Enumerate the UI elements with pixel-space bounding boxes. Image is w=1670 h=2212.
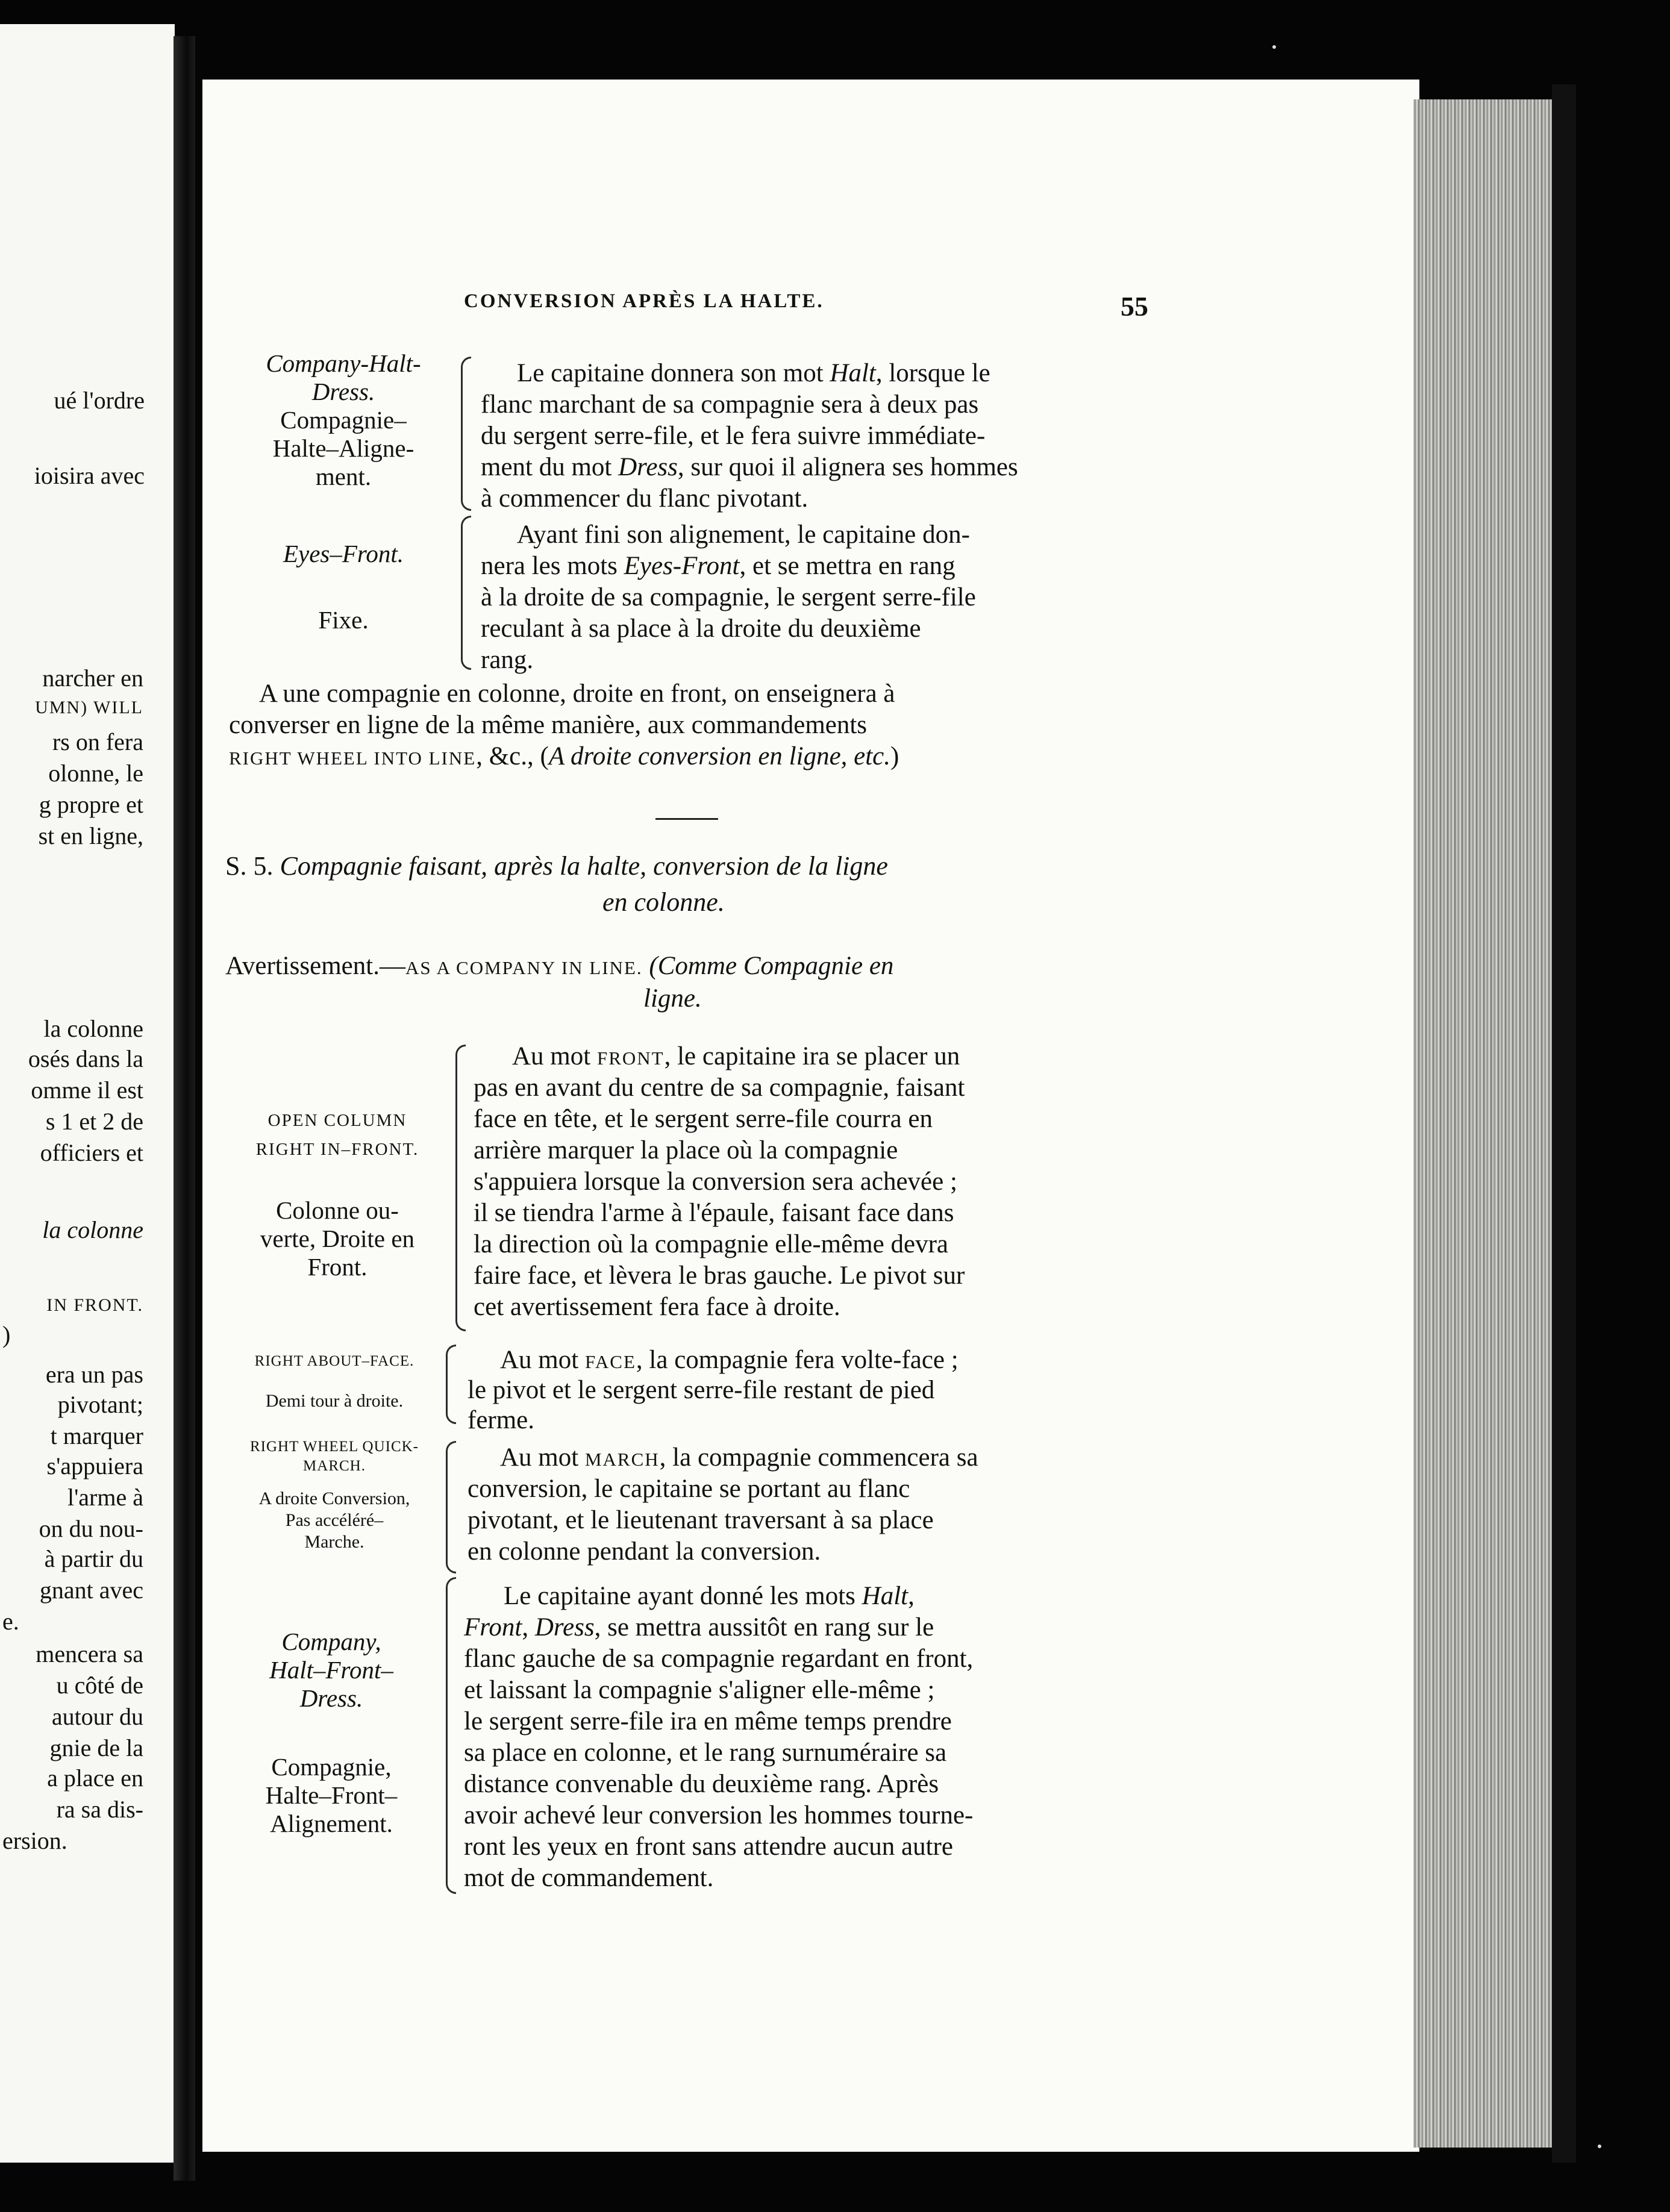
text-line: cet avertissement fera face à droite. bbox=[474, 1293, 840, 1321]
margin-line: Pas accéléré– bbox=[285, 1510, 384, 1530]
text-line: faire face, et lèvera le bras gauche. Le pivot sur bbox=[474, 1261, 965, 1290]
brace bbox=[446, 1345, 456, 1424]
avertissement-line: Avertissement.—AS A COMPANY IN LINE. (Comme Compagnie en bbox=[225, 952, 894, 980]
text-line: en colonne pendant la conversion. bbox=[468, 1537, 821, 1566]
brace bbox=[446, 1441, 456, 1573]
margin-line: Dress. bbox=[299, 1684, 363, 1712]
margin-line: Colonne ou- bbox=[276, 1196, 399, 1224]
dust-speck bbox=[1598, 2145, 1601, 2148]
margin-line: Compagnie, bbox=[271, 1753, 392, 1781]
left-page-fragment: ra sa dis- bbox=[56, 1796, 143, 1823]
book-gutter bbox=[174, 36, 195, 2181]
brace bbox=[461, 516, 471, 670]
margin-line: Compagnie– bbox=[280, 406, 407, 434]
text-line: Le capitaine ayant donné les mots Halt, bbox=[504, 1582, 915, 1610]
text-line: Au mot FRONT, le capitaine ira se placer un bbox=[512, 1042, 960, 1070]
text-line: le sergent serre-file ira en même temps prendre bbox=[464, 1707, 952, 1736]
margin-line: Halte–Aligne- bbox=[272, 434, 414, 462]
margin-line: OPEN COLUMN bbox=[267, 1111, 407, 1130]
text-line: Front, Dress, se mettra aussitôt en rang sur le bbox=[464, 1613, 934, 1642]
brace bbox=[446, 1577, 456, 1894]
left-page-fragment: on du nou- bbox=[39, 1515, 143, 1542]
text-line: converser en ligne de la même manière, aux commandements bbox=[229, 711, 868, 739]
margin-command-fr bbox=[217, 1488, 452, 1553]
margin-command-en: RIGHT ABOUT–FACE. bbox=[254, 1353, 414, 1369]
left-page-fragment: st en ligne, bbox=[38, 822, 143, 849]
text-line: arrière marquer la place où la compagnie bbox=[474, 1136, 898, 1164]
left-page-fragment: ué l'ordre bbox=[54, 387, 145, 414]
margin-line: Alignement. bbox=[270, 1810, 393, 1837]
text-line: avoir achevé leur conversion les hommes tourne- bbox=[464, 1801, 974, 1829]
left-page-fragment: a place en bbox=[47, 1764, 143, 1792]
margin-command-en bbox=[229, 349, 458, 406]
text-line: face en tête, et le sergent serre-file courra en bbox=[474, 1105, 933, 1133]
section-heading: S. 5. Compagnie faisant, après la halte, conversion de la ligne bbox=[225, 851, 888, 881]
text-line: flanc gauche de sa compagnie regardant en front, bbox=[464, 1645, 974, 1673]
text-line: Ayant fini son alignement, le capitaine don- bbox=[517, 520, 970, 549]
avertissement-cont: ligne. bbox=[643, 984, 702, 1013]
running-title: CONVERSION APRÈS LA HALTE. bbox=[464, 290, 824, 312]
margin-line: MARCH. bbox=[303, 1458, 366, 1474]
left-page-fragment: s'appuiera bbox=[46, 1452, 143, 1479]
text-line: et laissant la compagnie s'aligner elle-même ; bbox=[464, 1676, 935, 1704]
margin-command-en bbox=[223, 1106, 452, 1164]
text-line: il se tiendra l'arme à l'épaule, faisant face dans bbox=[474, 1199, 954, 1227]
left-page-fragment: era un pas bbox=[45, 1361, 143, 1388]
text-line: distance convenable du deuxième rang. Après bbox=[464, 1770, 939, 1798]
text-line: mot de commandement. bbox=[464, 1864, 714, 1892]
brace bbox=[455, 1045, 466, 1331]
text-line: Au mot MARCH, la compagnie commencera sa bbox=[500, 1443, 978, 1472]
brace bbox=[461, 357, 471, 511]
text-line: conversion, le capitaine se portant au flanc bbox=[468, 1475, 910, 1503]
left-page-fragment: t marquer bbox=[50, 1422, 143, 1449]
margin-line: ment. bbox=[315, 463, 372, 490]
left-page-fragment: rs on fera bbox=[52, 728, 143, 755]
margin-command-fr: Demi tour à droite. bbox=[265, 1391, 404, 1411]
margin-line: Dress. bbox=[311, 378, 375, 405]
left-page-fragment: osés dans la bbox=[28, 1045, 143, 1072]
page-edges bbox=[1413, 99, 1552, 2148]
left-page-fragment: ioisira avec bbox=[34, 462, 145, 489]
margin-command-fr bbox=[223, 1196, 452, 1281]
text-line: rang. bbox=[481, 646, 534, 674]
text-line: du sergent serre-file, et le fera suivre immédiate- bbox=[481, 422, 986, 450]
left-page-fragment: ersion. bbox=[2, 1827, 67, 1854]
text-line: le pivot et le sergent serre-file restant de pied bbox=[468, 1376, 935, 1404]
margin-command-en bbox=[217, 1437, 452, 1476]
left-page-fragment: autour du bbox=[51, 1703, 143, 1730]
margin-line: Halt–Front– bbox=[269, 1656, 393, 1684]
text-line: pas en avant du centre de sa compagnie, faisant bbox=[474, 1073, 965, 1102]
margin-command-en bbox=[217, 1628, 446, 1713]
left-page-fragment: e. bbox=[2, 1608, 19, 1635]
text-line: à commencer du flanc pivotant. bbox=[481, 484, 808, 513]
text-line: Le capitaine donnera son mot Halt, lorsque le bbox=[517, 359, 990, 387]
left-page-fragment: UMN) WILL bbox=[35, 698, 143, 717]
text-line: ront les yeux en front sans attendre aucun autre bbox=[464, 1832, 953, 1861]
margin-line: verte, Droite en bbox=[260, 1225, 415, 1252]
left-page-fragment: IN FRONT. bbox=[46, 1295, 143, 1315]
left-page-fragment: ) bbox=[2, 1321, 11, 1348]
left-page-fragment: u côté de bbox=[56, 1672, 143, 1699]
left-page-fragment: gnant avec bbox=[39, 1576, 143, 1604]
text-line: flanc marchant de sa compagnie sera à deux pas bbox=[481, 390, 979, 419]
text-line: s'appuiera lorsque la conversion sera achevée ; bbox=[474, 1167, 957, 1196]
text-line: à la droite de sa compagnie, le sergent serre-file bbox=[481, 583, 976, 611]
margin-line: Company-Halt- bbox=[266, 349, 421, 377]
text-line: sa place en colonne, et le rang surnuméraire sa bbox=[464, 1739, 947, 1767]
section-rule bbox=[655, 818, 718, 820]
left-page-fragment: olonne, le bbox=[48, 760, 143, 787]
left-page-fragment: la colonne bbox=[42, 1216, 143, 1243]
text-line: Au mot FACE, la compagnie fera volte-face ; bbox=[500, 1346, 959, 1374]
text-line: pivotant, et le lieutenant traversant à sa place bbox=[468, 1506, 934, 1534]
left-page-fragment: mencera sa bbox=[36, 1640, 143, 1667]
margin-command-en: Eyes–Front. bbox=[283, 540, 404, 567]
left-page-fragment: officiers et bbox=[40, 1139, 143, 1166]
left-page-fragment: g propre et bbox=[39, 791, 143, 818]
text-line: RIGHT WHEEL INTO LINE, &c., (A droite conversion en ligne, etc.) bbox=[229, 742, 899, 770]
left-page-fragment: à partir du bbox=[44, 1545, 143, 1572]
margin-line: RIGHT WHEEL QUICK- bbox=[250, 1439, 419, 1455]
margin-command-fr bbox=[217, 1753, 446, 1838]
book-cover-edge bbox=[1552, 84, 1576, 2163]
margin-line: Marche. bbox=[304, 1532, 364, 1552]
text-line: nera les mots Eyes-Front, et se mettra en rang bbox=[481, 552, 955, 580]
left-page-fragment: pivotant; bbox=[57, 1391, 143, 1418]
text-line: ferme. bbox=[468, 1406, 535, 1434]
left-page-fragment: narcher en bbox=[42, 664, 143, 692]
margin-line: Halte–Front– bbox=[265, 1781, 398, 1809]
margin-line: Company, bbox=[281, 1628, 381, 1655]
left-page-fragment: l'arme à bbox=[67, 1484, 143, 1511]
margin-line: RIGHT IN–FRONT. bbox=[255, 1140, 419, 1159]
section-heading-cont: en colonne. bbox=[602, 887, 725, 917]
left-page-fragment: s 1 et 2 de bbox=[45, 1108, 143, 1135]
margin-line: Front. bbox=[307, 1253, 367, 1281]
text-line: ment du mot Dress, sur quoi il alignera ses hommes bbox=[481, 453, 1018, 481]
left-page-fragment: omme il est bbox=[31, 1076, 143, 1104]
text-line: reculant à sa place à la droite du deuxième bbox=[481, 614, 921, 643]
dust-speck bbox=[1272, 45, 1276, 49]
left-page-fragment: gnie de la bbox=[49, 1734, 143, 1761]
margin-command-fr: Fixe. bbox=[318, 606, 369, 634]
text-line: la direction où la compagnie elle-même devra bbox=[474, 1230, 948, 1258]
margin-line: A droite Conversion, bbox=[258, 1489, 410, 1508]
text-line: A une compagnie en colonne, droite en front, on enseignera à bbox=[259, 680, 895, 708]
page-number: 55 bbox=[1121, 291, 1148, 322]
margin-command-fr bbox=[229, 406, 458, 491]
left-page-fragment: la colonne bbox=[43, 1015, 143, 1042]
